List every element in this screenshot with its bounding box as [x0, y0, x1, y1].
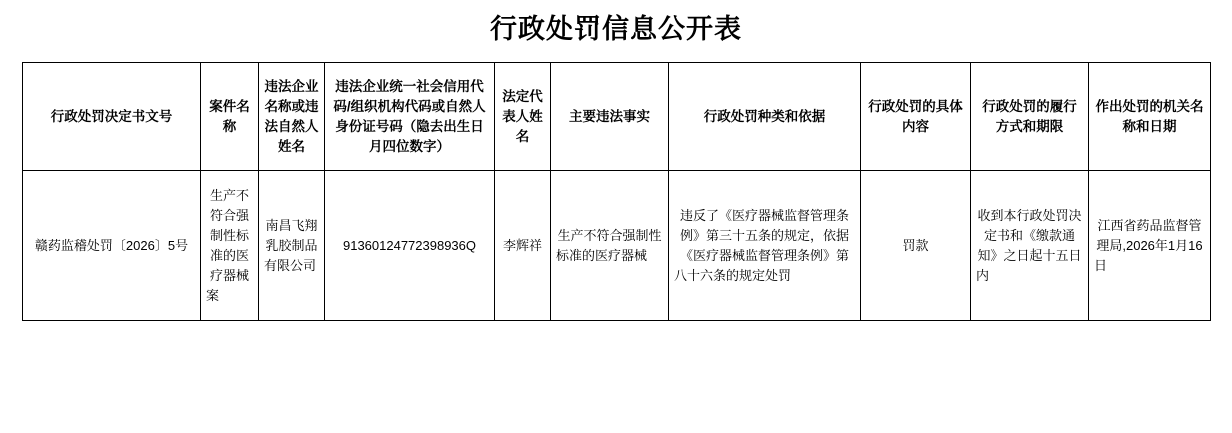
column-header-case-name: 案件名称	[201, 63, 259, 171]
column-header-entity-name: 违法企业名称或违法自然人姓名	[259, 63, 325, 171]
table-body	[23, 171, 1211, 321]
cell-authority-date: 江西省药品监督管理局,2026年1月16日	[1089, 171, 1211, 321]
table-header	[23, 63, 1211, 171]
column-header-penalty-type-basis: 行政处罚种类和依据	[669, 63, 861, 171]
table-container	[22, 62, 1210, 321]
cell-main-facts: 生产不符合强制性标准的医疗器械	[551, 171, 669, 321]
cell-case-name: 生产不符合强制性标准的医疗器械案	[201, 171, 259, 321]
column-header-decision-number: 行政处罚决定书文号	[23, 63, 201, 171]
cell-entity-name: 南昌飞翔乳胶制品有限公司	[259, 171, 325, 321]
cell-legal-representative: 李辉祥	[495, 171, 551, 321]
column-header-credit-code: 违法企业统一社会信用代码/组织机构代码或自然人身份证号码（隐去出生日月四位数字）	[325, 63, 495, 171]
column-header-legal-representative: 法定代表人姓名	[495, 63, 551, 171]
table-header-row	[23, 63, 1211, 171]
column-header-penalty-content: 行政处罚的具体内容	[861, 63, 971, 171]
cell-decision-number: 赣药监稽处罚〔2026〕5号	[23, 171, 201, 321]
column-header-fulfillment: 行政处罚的履行方式和期限	[971, 63, 1089, 171]
cell-penalty-type-basis: 违反了《医疗器械监督管理条例》第三十五条的规定，依据《医疗器械监督管理条例》第八十六条的规定处罚	[669, 171, 861, 321]
cell-credit-code: 91360124772398936Q	[325, 171, 495, 321]
column-header-main-facts: 主要违法事实	[551, 63, 669, 171]
page-title: 行政处罚信息公开表	[490, 14, 742, 44]
document-page	[0, 10, 1232, 433]
cell-fulfillment: 收到本行政处罚决定书和《缴款通知》之日起十五日内	[971, 171, 1089, 321]
penalty-information-table	[22, 62, 1211, 321]
table-row	[23, 171, 1211, 321]
cell-penalty-content: 罚款	[861, 171, 971, 321]
column-header-authority-date: 作出处罚的机关名称和日期	[1089, 63, 1211, 171]
